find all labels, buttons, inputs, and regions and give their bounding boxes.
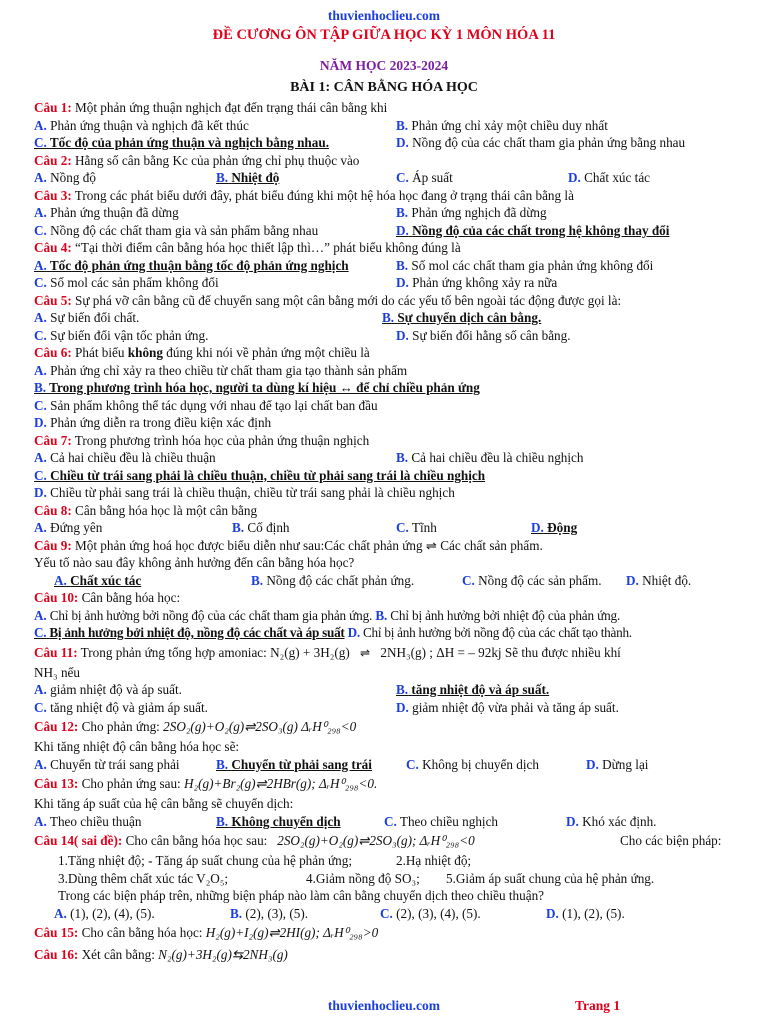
correct-answer: Động xyxy=(547,520,578,535)
question-9-line2: Yếu tố nào sau đây không ảnh hưởng đến cân bằng hóa học? xyxy=(34,555,355,570)
question-3: Câu 3: Trong các phát biểu dưới đây, phát biểu đúng khi một hệ hóa học đang ở trạng thái cân bằng là xyxy=(34,187,574,203)
equation: H₂(g)+Br₂(g)⇌2HBr(g); ΔᵣH⁰₂₉₈<0. xyxy=(184,776,378,791)
equation: N₂(g)+3H₂(g)⇆2NH₃(g) xyxy=(158,947,288,962)
correct-answer: Nhiệt độ xyxy=(231,170,280,185)
correct-answer: Chuyển từ phải sang trái xyxy=(231,756,372,772)
question-list xyxy=(34,99,744,966)
question-6-option-c: C. Sản phẩm không thể tác dụng với nhau để tạo lại chất ban đầu xyxy=(34,397,378,413)
question-5-options-ab: A. Sự biến đổi chất. B. Sự chuyển dịch cân bằng. xyxy=(34,310,542,325)
correct-answer: tăng nhiệt độ và áp suất. xyxy=(411,682,550,697)
question-6-option-b: B. Trong phương trình hóa học, người ta dùng kí hiệu ↔ để chỉ chiều phản ứng xyxy=(34,380,480,395)
equilibrium-arrow-icon: ⇌ xyxy=(360,645,371,660)
site-header[interactable]: thuvienhoclieu.com xyxy=(327,8,441,23)
page-number: Trang 1 xyxy=(575,998,621,1013)
question-7: Câu 7: Trong phương trình hóa học của phản ứng thuận nghịch xyxy=(34,432,370,448)
site-footer[interactable]: thuvienhoclieu.com xyxy=(327,998,441,1013)
question-1-options-cd: C. Tốc độ của phản ứng thuận và nghịch bằng nhau. D. Nồng độ của các chất tham gia phản ứng bằng nhau xyxy=(34,135,686,150)
question-14-line2: Trong các biện pháp trên, những biện pháp nào làm cân bằng chuyển dịch theo chiều thuận? xyxy=(58,888,545,903)
school-year: NĂM HỌC 2023-2024 xyxy=(319,58,449,73)
question-7-option-d: D. Chiều từ phải sang trái là chiều thuận, chiều từ trái sang phải là chiều nghịch xyxy=(34,485,455,500)
equation: 2SO₂(g)+O₂(g)⇌2SO₃(g) ΔᵣH⁰₂₉₈<0 xyxy=(163,719,357,734)
question-1-options-ab: A. Phản ứng thuận và nghịch đã kết thúc B. Phản ứng chỉ xảy một chiều duy nhất xyxy=(34,117,608,133)
question-5: Câu 5: Sự phá vỡ cân bằng cũ để chuyển sang một cân bằng mới do các yếu tố bên ngoài tác động được gọi là: xyxy=(34,292,622,308)
question-11-line2: NH₃ nếu xyxy=(34,664,80,680)
correct-answer: Bị ảnh hưởng bởi nhiệt độ, nồng độ các chất và áp suất xyxy=(49,625,345,640)
question-15: Câu 15: Cho cân bằng hóa học: H₂(g)+I₂(g)⇌2HI(g); ΔᵣH⁰₂₉₈>0 xyxy=(34,925,379,940)
question-2-options: A. Nồng độ B. Nhiệt độ C. Áp suất D. Chất xúc tác xyxy=(34,170,651,185)
question-14-measures-1: 1.Tăng nhiệt độ; - Tăng áp suất chung của hệ phản ứng; 2.Hạ nhiệt độ; xyxy=(58,853,472,868)
question-16: Câu 16: Xét cân bằng: N₂(g)+3H₂(g)⇆2NH₃(g) xyxy=(34,947,288,962)
question-3-options-cd: C. Nồng độ các chất tham gia và sản phẩm bằng nhau D. Nồng độ của các chất trong hệ không thay đổi xyxy=(34,222,670,238)
question-9: Câu 9: Một phản ứng hoá học được biểu diễn như sau:Các chất phản ứng ⇌ Các chất sản phẩm. xyxy=(34,537,543,553)
question-12-options: A. Chuyển từ trái sang phải B. Chuyển từ phải sang trái C. Không bị chuyển dịch D. Dừng lại xyxy=(34,756,649,772)
question-9-options: A. Chất xúc tác B. Nồng độ các chất phản ứng. C. Nồng độ các sản phẩm. D. Nhiệt độ. xyxy=(54,572,692,588)
question-11-options-ab: A. giảm nhiệt độ và áp suất. B. tăng nhiệt độ và áp suất. xyxy=(34,682,550,697)
correct-answer: Nồng độ của các chất trong hệ không thay đổi xyxy=(412,222,670,238)
question-10-options-cd: C. Bị ảnh hưởng bởi nhiệt độ, nồng độ các chất và áp suất D. Chỉ bị ảnh hưởng bởi nồng độ của các chất tạo thành. xyxy=(34,625,632,640)
question-7-option-c: C. Chiều từ trái sang phải là chiều thuận, chiều từ phải sang trái là chiều nghịch xyxy=(34,467,486,483)
question-6-option-d: D. Phản ứng diễn ra trong điều kiện xác định xyxy=(34,415,272,430)
correct-answer: Không chuyển dịch xyxy=(231,813,341,829)
question-1: Câu 1: Một phản ứng thuận nghịch đạt đến trạng thái cân bằng khi xyxy=(34,100,388,115)
question-13-line2: Khi tăng áp suất của hệ cân bằng sẽ chuyển dịch: xyxy=(34,796,294,811)
question-13: Câu 13: Cho phản ứng sau: H₂(g)+Br₂(g)⇌2HBr(g); ΔᵣH⁰₂₉₈<0. xyxy=(34,776,378,791)
question-14-options: A. (1), (2), (4), (5). B. (2), (3), (5). C. (2), (3), (4), (5). D. (1), (2), (5). xyxy=(54,905,625,921)
question-14: Câu 14( sai đề): Cho cân bằng hóa học sau: 2SO₂(g)+O₂(g)⇌2SO₃(g); ΔᵣH⁰₂₉₈<0 Cho các biện pháp: xyxy=(34,833,722,848)
question-4: Câu 4: “Tại thời điểm cân bằng hóa học thiết lập thì…” phát biểu không đúng là xyxy=(34,240,461,255)
correct-answer: Trong phương trình hóa học, người ta dùng kí hiệu ↔ để chỉ chiều phản ứng xyxy=(49,380,480,395)
question-2: Câu 2: Hằng số cân bằng Kc của phản ứng chỉ phụ thuộc vào xyxy=(34,152,360,168)
question-8-options: A. Đứng yên B. Cố định C. Tĩnh D. Động xyxy=(34,520,578,535)
equation: H₂(g)+I₂(g)⇌2HI(g); ΔᵣH⁰₂₉₈>0 xyxy=(205,925,379,940)
lesson-title: BÀI 1: CÂN BẰNG HÓA HỌC xyxy=(290,80,478,95)
question-3-options-ab: A. Phản ứng thuận đã dừng B. Phản ứng nghịch đã dừng xyxy=(34,205,547,220)
question-11: Câu 11: Trong phản ứng tổng hợp amoniac: N₂(g) + 3H₂(g) ⇌ 2NH₃(g) ; ΔH = – 92kj Sẽ thu được nhiều khí xyxy=(34,644,621,660)
question-10: Câu 10: Cân bằng hóa học: xyxy=(34,590,181,605)
question-12: Câu 12: Cho phản ứng: 2SO₂(g)+O₂(g)⇌2SO₃(g) ΔᵣH⁰₂₉₈<0 xyxy=(34,719,357,734)
question-11-options-cd: C. tăng nhiệt độ và giảm áp suất. D. giảm nhiệt độ vừa phải và tăng áp suất. xyxy=(34,699,619,715)
question-12-line2: Khi tăng nhiệt độ cân bằng hóa học sẽ: xyxy=(34,739,240,754)
question-5-options-cd: C. Sự biến đổi vận tốc phản ứng. D. Sự biến đổi hằng số cân bằng. xyxy=(34,327,571,343)
correct-answer: Sự chuyển dịch cân bằng. xyxy=(397,310,542,325)
document-title: ĐỀ CƯƠNG ÔN TẬP GIỮA HỌC KỲ 1 MÔN HÓA 11 xyxy=(212,27,556,43)
correct-answer: Tốc độ của phản ứng thuận và nghịch bằng nhau. xyxy=(49,135,329,150)
question-6-option-a: A. Phản ứng chỉ xảy ra theo chiều từ chất tham gia tạo thành sản phẩm xyxy=(34,362,408,378)
question-4-options-ab: A. Tốc độ phản ứng thuận bằng tốc độ phản ứng nghịch B. Số mol các chất tham gia phản ứng không đổi xyxy=(34,257,654,273)
correct-answer: Tốc độ phản ứng thuận bằng tốc độ phản ứng nghịch xyxy=(49,257,349,273)
correct-answer: Chiều từ trái sang phải là chiều thuận, chiều từ phải sang trái là chiều nghịch xyxy=(50,467,486,483)
question-8: Câu 8: Cân bằng hóa học là một cân bằng xyxy=(34,502,258,518)
question-7-options-ab: A. Cả hai chiều đều là chiều thuận B. Cả hai chiều đều là chiều nghịch xyxy=(34,450,584,465)
question-4-options-cd: C. Số mol các sản phẩm không đổi D. Phản ứng không xảy ra nữa xyxy=(34,275,558,290)
question-13-options: A. Theo chiều thuận B. Không chuyển dịch C. Theo chiều nghịch D. Khó xác định. xyxy=(34,813,657,829)
question-6: Câu 6: Phát biểu không đúng khi nói về phản ứng một chiều là xyxy=(34,345,370,360)
equation: N₂(g) + 3H₂(g) xyxy=(270,644,350,660)
question-14-measures-2: 3.Dùng thêm chất xúc tác V₂O₅; 4.Giảm nồng độ SO₃; 5.Giảm áp suất chung của hệ phản ứng. xyxy=(58,870,655,886)
question-10-options-ab: A. Chỉ bị ảnh hưởng bởi nồng độ của các chất tham gia phản ứng. B. Chỉ bị ảnh hưởng bởi nhiệt độ của phản ứng. xyxy=(34,607,621,623)
equation: 2SO₂(g)+O₂(g)⇌2SO₃(g); ΔᵣH⁰₂₉₈<0 xyxy=(277,833,475,848)
correct-answer: Chất xúc tác xyxy=(70,572,142,588)
